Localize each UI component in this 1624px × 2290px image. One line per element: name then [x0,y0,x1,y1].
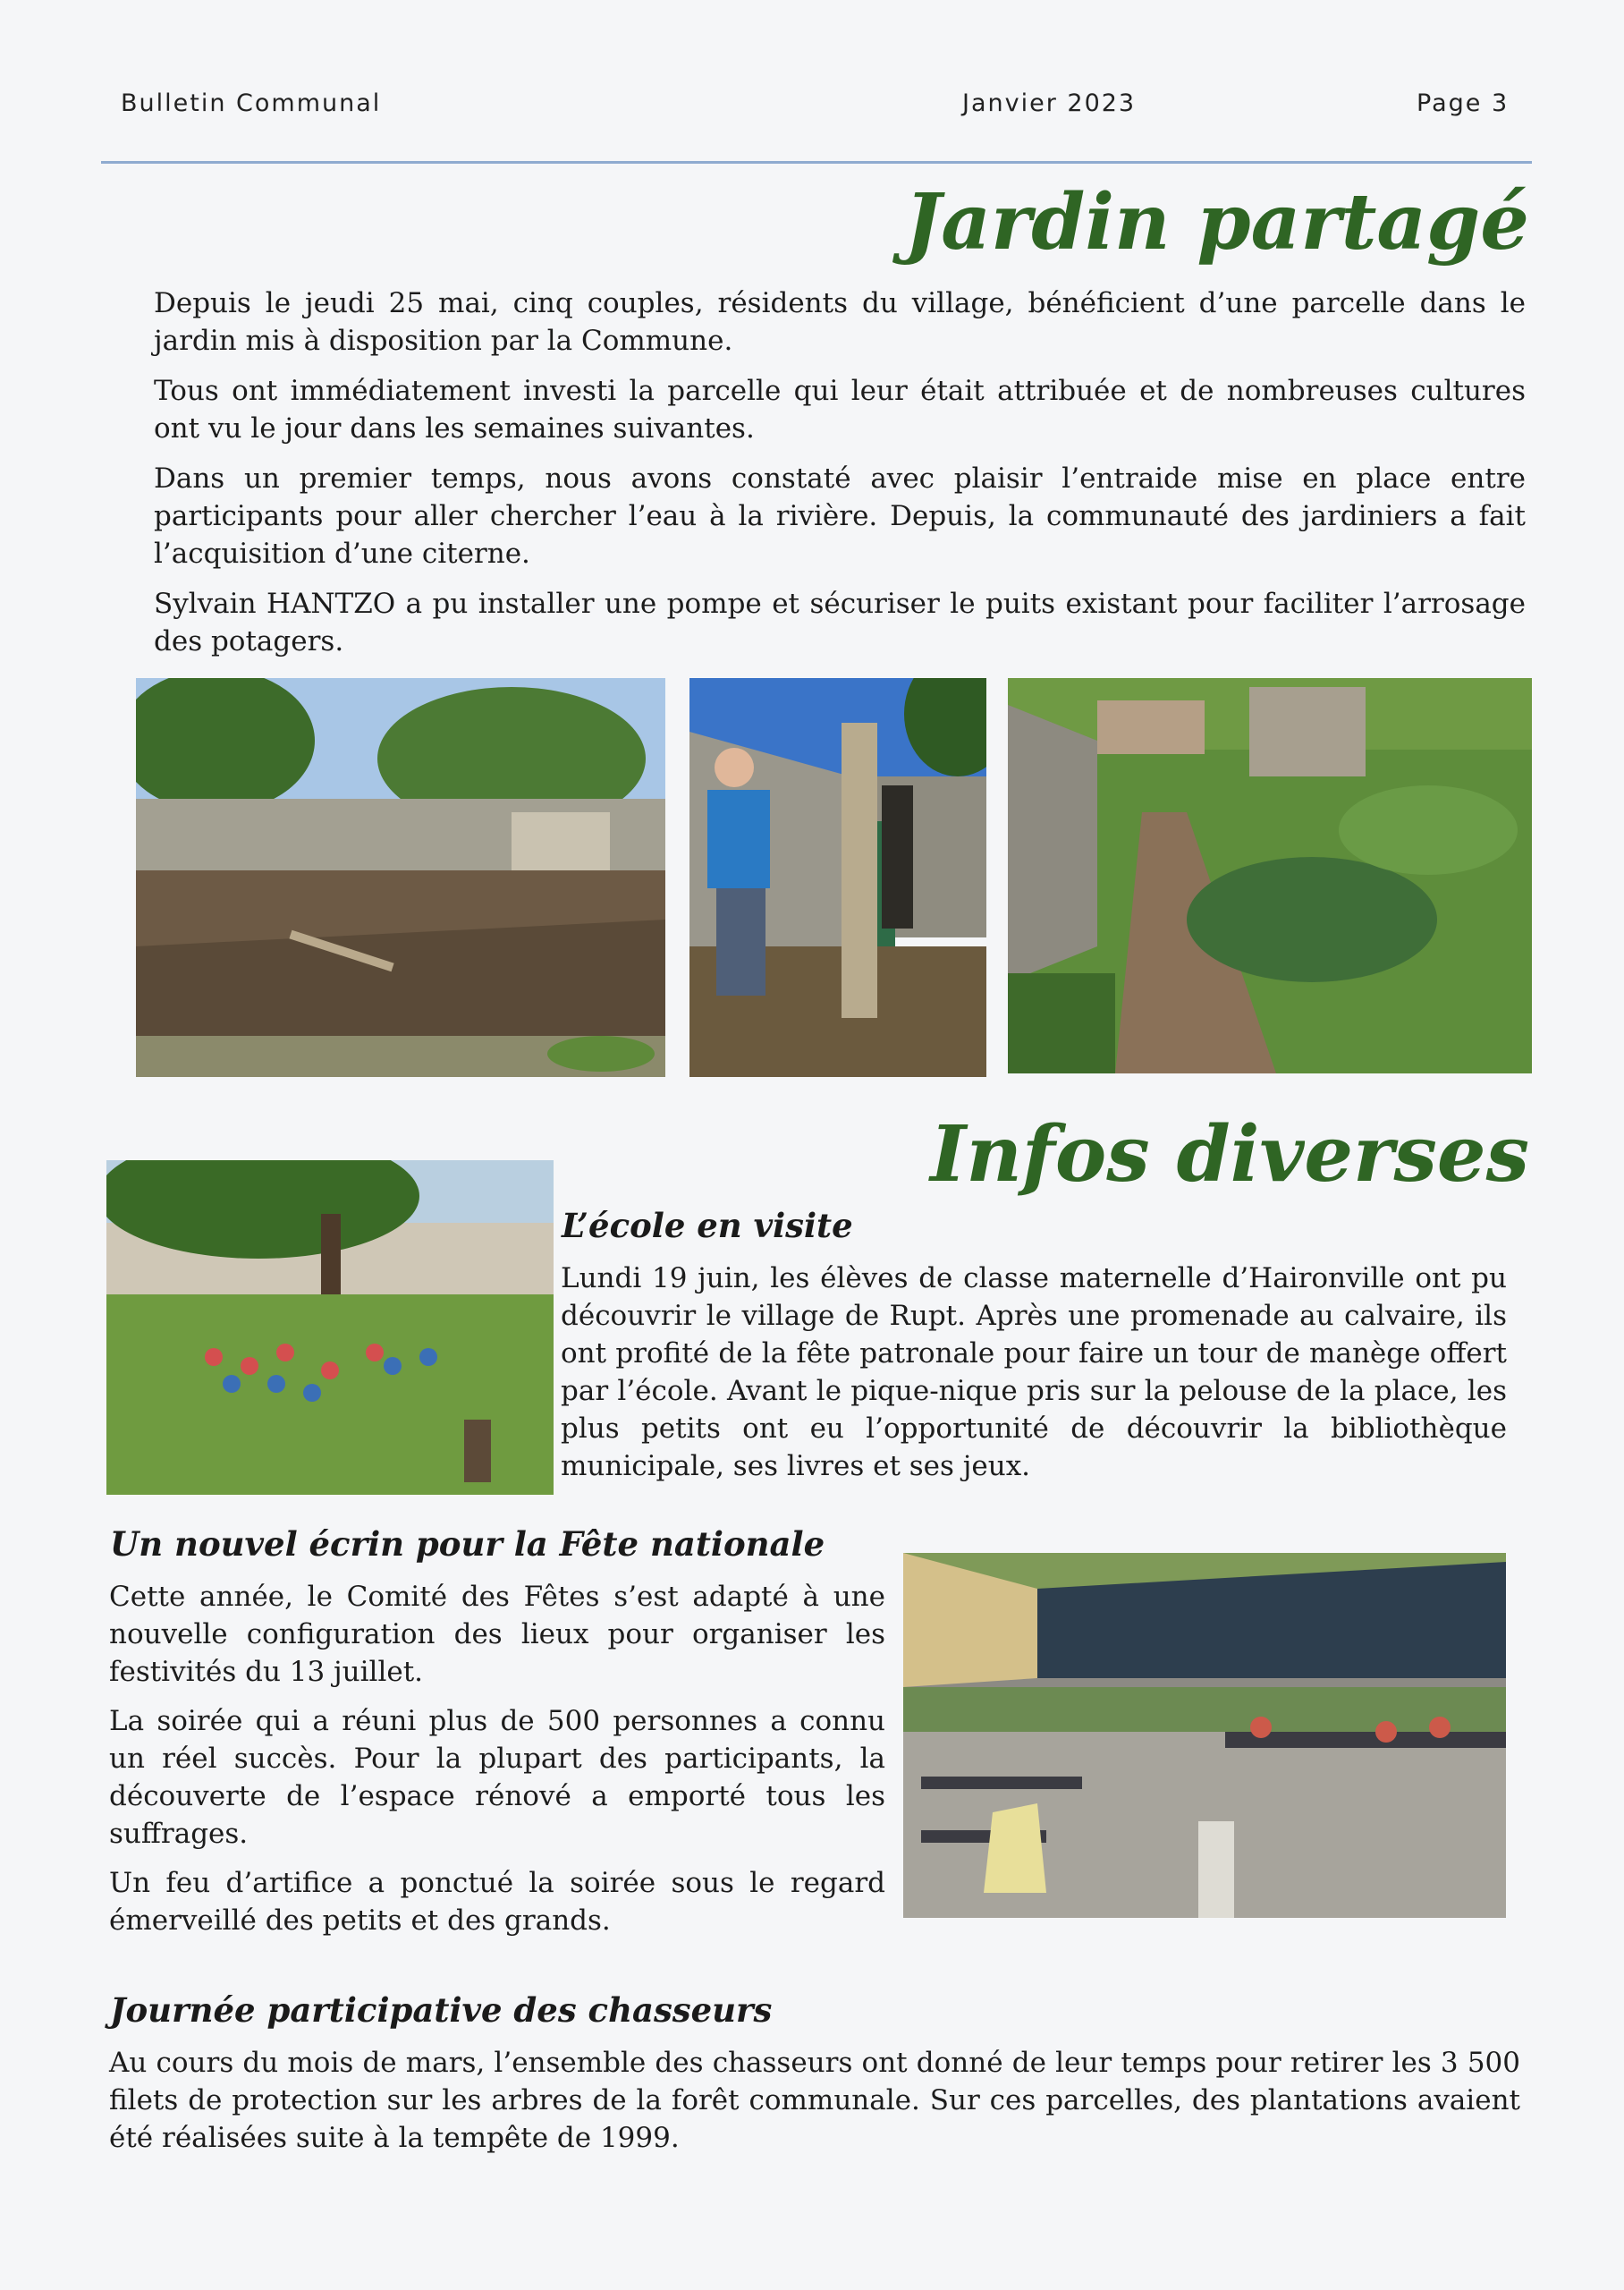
pump-installation-photo [689,678,986,1077]
jardin-paragraph: Depuis le jeudi 25 mai, cinq couples, résidents du village, bénéficient d’une parcelle dans le jardin mis à disposition par la Commune. [154,287,1526,357]
header-publication-name: Bulletin Communal [121,89,382,117]
header-page-number: Page 3 [1417,89,1510,117]
school-picnic-photo [106,1160,554,1495]
subheading-ecole: L’école en visite [562,1206,853,1245]
header-rule [101,161,1532,164]
fete-paragraph: La soirée qui a réuni plus de 500 personnes a connu un réel succès. Pour la plupart des participants, la découverte de l’espace rénové a emporté tous les suffrages. [109,1705,885,1850]
fete-paragraph: Un feu d’artifice a ponctué la soirée sous le regard émerveillé des petits et des grands. [109,1867,885,1937]
chasseurs-paragraph: Au cours du mois de mars, l’ensemble des chasseurs ont donné de leur temps pour retirer les 3 500 filets de protection sur les arbres de la forêt communale. Sur ces parcelles, des plantations avaient été réalisées suite à la tempête de 1999. [109,2047,1520,2154]
section-title-jardin: Jardin partagé [904,177,1529,267]
fete-paragraph: Cette année, le Comité des Fêtes s’est adapté à une nouvelle configuration des lieux pour organiser les festivités du 13 juillet. [109,1581,885,1688]
festival-tent-photo [903,1553,1506,1918]
garden-plot-photo [136,678,665,1077]
subheading-chasseurs: Journée participative des chasseurs [110,1990,773,2030]
garden-path-photo [1008,678,1532,1073]
header-date: Janvier 2023 [962,89,1137,117]
section-title-infos: Infos diverses [930,1109,1529,1200]
subheading-fete-nationale: Un nouvel écrin pour la Fête nationale [110,1524,825,1564]
ecole-paragraph: Lundi 19 juin, les élèves de classe maternelle d’Haironville ont pu découvrir le village de Rupt. Après une promenade au calvaire, ils ont profité de la fête patronale pour faire un tour de manège offert par l’école. Avant le pique-nique pris sur la pelouse de la place, les plus petits ont eu l’opportunité de découvrir la bibliothèque municipale, ses livres et ses jeux. [561,1262,1507,1482]
jardin-paragraph: Tous ont immédiatement investi la parcelle qui leur était attribuée et de nombreuses cultures ont vu le jour dans les semaines suivantes. [154,375,1526,445]
jardin-paragraph: Sylvain HANTZO a pu installer une pompe et sécuriser le puits existant pour faciliter l’arrosage des potagers. [154,588,1526,657]
jardin-paragraph: Dans un premier temps, nous avons constaté avec plaisir l’entraide mise en place entre participants pour aller chercher l’eau à la rivière. Depuis, la communauté des jardiniers a fait l’acquisition d’une citerne. [154,462,1526,570]
